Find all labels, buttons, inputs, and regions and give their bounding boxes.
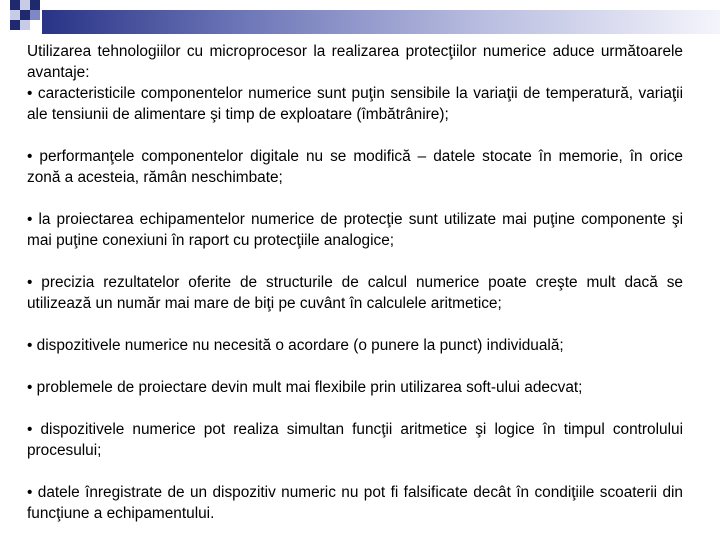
bullet-item: • problemele de proiectare devin mult mai flexibile prin utilizarea soft-ului adecvat; xyxy=(27,379,583,396)
body-text xyxy=(27,41,683,524)
bullet-item: • caracteristicile componentelor numerice sunt puţin sensibile la variaţii de temperatură, variaţii ale tensiunii de alimentare şi timp de exploatare (îmbătrânire); xyxy=(27,85,683,123)
decor-square xyxy=(10,10,20,20)
decor-square xyxy=(20,0,30,10)
bullet-item: • datele înregistrate de un dispozitiv numeric nu pot fi falsificate decât în condiţiile scoaterii din funcţiune a echipamentului. xyxy=(27,484,683,522)
bullet-item: • precizia rezultatelor oferite de structurile de calcul numerice poate creşte mult dacă se utilizează un număr mai mare de biţi pe cuvânt în calculele aritmetice; xyxy=(27,274,683,312)
bullet-item: • performanţele componentelor digitale nu se modifică – datele stocate în memorie, în orice zonă a acesteia, rămân neschimbate; xyxy=(27,148,683,186)
decor-square xyxy=(20,20,30,30)
header-band xyxy=(42,10,720,34)
decor-square xyxy=(10,20,20,30)
intro-paragraph: Utilizarea tehnologiilor cu microprocesor la realizarea protecţiilor numerice aduce următoarele avantaje: xyxy=(27,43,683,81)
bullet-item: • dispozitivele numerice pot realiza simultan funcţii aritmetice şi logice în timpul controlului procesului; xyxy=(27,421,683,459)
decor-square xyxy=(10,0,20,10)
bullet-item: • dispozitivele numerice nu necesită o acordare (o punere la punct) individuală; xyxy=(27,337,564,354)
bullet-item: • la proiectarea echipamentelor numerice de protecţie sunt utilizate mai puţine componente şi mai puţine conexiuni în raport cu protecţiile analogice; xyxy=(27,211,683,249)
decor-square xyxy=(30,0,40,10)
decor-square xyxy=(20,10,30,20)
decor-square xyxy=(30,10,40,20)
